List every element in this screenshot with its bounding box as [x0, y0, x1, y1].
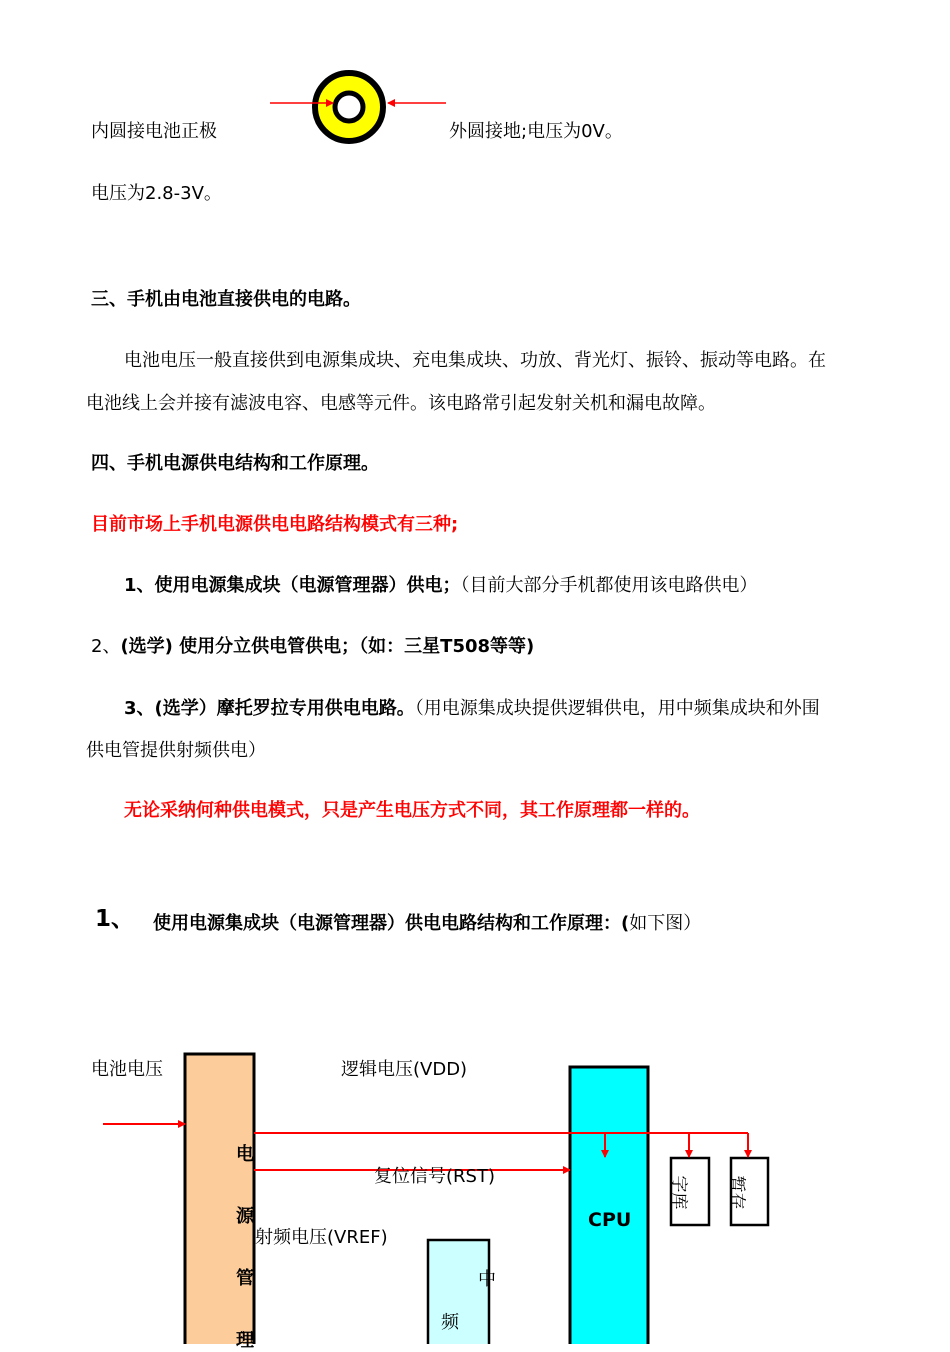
cpu-label: CPU: [588, 1209, 632, 1231]
item2-prefix: 2、: [91, 636, 121, 657]
font-rom-label: 字库: [668, 1175, 689, 1210]
if-char: 频: [441, 1312, 459, 1333]
item3-bold: 3、(选学）摩托罗拉专用供电电路。: [124, 698, 415, 719]
logic-voltage-label: 逻辑电压(VDD): [341, 1059, 468, 1080]
section4-red-conclusion: 无论采纳何种供电模式，只是产生电压方式不同，其工作原理都一样的。: [124, 800, 700, 821]
section3-para-line1: 电池电压一般直接供到电源集成块、充电集成块、功放、背光灯、振铃、振动等电路。在: [124, 350, 826, 371]
pm-char: 管: [236, 1268, 254, 1289]
outer-circle-label: 外圆接地;电压为0V。: [449, 121, 623, 142]
item2-line: [91, 635, 534, 659]
ram-label: 暂存: [726, 1175, 747, 1210]
battery-voltage-line: 电压为2.8-3V。: [91, 183, 222, 204]
item3-line1: [124, 697, 820, 721]
pm-char: 源: [236, 1206, 254, 1227]
inner-circle-label: 内圆接电池正极: [91, 121, 217, 142]
item2-bold: (选学) 使用分立供电管供电；（如：三星T508等等): [120, 636, 535, 657]
item1-bold: 1、使用电源集成块（电源管理器）供电；: [124, 575, 461, 596]
cpu-box: [570, 1067, 648, 1344]
subsection1-heading-bold: 使用电源集成块（电源管理器）供电电路结构和工作原理：(: [153, 913, 630, 934]
item3-line2: 供电管提供射频供电）: [86, 740, 266, 761]
if-char: 中: [478, 1269, 496, 1290]
section3-heading: 三、手机由电池直接供电的电路。: [91, 289, 361, 310]
subsection1-number: 1、: [95, 906, 135, 932]
subsection1-heading: [153, 912, 701, 936]
reset-signal-label: 复位信号(RST): [374, 1166, 495, 1187]
battery-voltage-label: 电池电压: [91, 1059, 163, 1080]
rf-voltage-label: 射频电压(VREF): [255, 1227, 388, 1248]
item1-normal: （目前大部分手机都使用该电路供电）: [460, 575, 758, 596]
subsection1-heading-normal: 如下图）: [629, 913, 702, 934]
item3-normal-line1: （用电源集成块提供逻辑供电，用中频集成块和外围: [414, 698, 820, 719]
pm-char: 电: [236, 1144, 254, 1165]
section3-para-line2: 电池线上会并接有滤波电容、电感等元件。该电路常引起发射关机和漏电故障。: [86, 393, 716, 414]
item1-line: [124, 574, 758, 598]
power-manager-box: [185, 1054, 254, 1344]
battery-contact-icon: [315, 73, 383, 141]
pm-char: 理: [236, 1330, 254, 1351]
section4-red-intro: 目前市场上手机电源供电电路结构模式有三种;: [91, 514, 459, 535]
section4-heading: 四、手机电源供电结构和工作原理。: [91, 453, 379, 474]
